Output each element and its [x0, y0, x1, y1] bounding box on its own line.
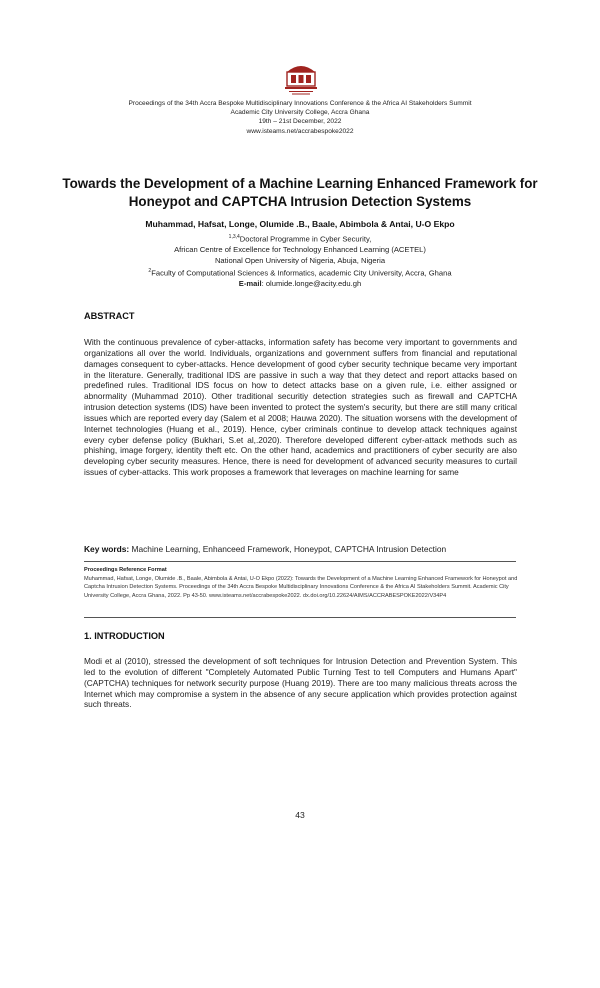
header-line-3: 19th – 21st December, 2022 — [258, 118, 342, 126]
authors: Muhammad, Hafsat, Longe, Olumide .B., Baale, Abimbola & Antai, U-O Ekpo — [145, 219, 455, 229]
header-line-1: Proceedings of the 34th Accra Bespoke Multidisciplinary Innovations Conference & the Africa AI Stakeholders Summit — [128, 100, 472, 107]
affiliations — [0, 232, 600, 290]
affil-line-2: African Centre of Excellence for Technology Enhanced Learning (ACETEL) — [174, 245, 426, 255]
page-number: 43 — [295, 810, 305, 820]
introduction-heading: 1. INTRODUCTION — [84, 631, 165, 641]
header-line-4: www.isteams.net/accrabespoke2022 — [246, 127, 354, 135]
affil-line-4: Faculty of Computational Sciences & Informatics, academic City University, Accra, Ghana — [151, 268, 452, 278]
proceedings-header — [0, 99, 600, 136]
abstract-heading: ABSTRACT — [84, 311, 135, 321]
divider-top — [84, 561, 516, 562]
keywords-label: Key words: — [84, 544, 130, 554]
reference-heading: Proceedings Reference Format — [84, 567, 167, 573]
affil-line-3: National Open University of Nigeria, Abuja, Nigeria — [214, 255, 386, 265]
email-label: E-mail — [238, 279, 262, 289]
email: : olumide.longe@acity.edu.gh — [261, 279, 362, 289]
keywords — [84, 544, 524, 554]
affil-sup-1: 1,3,4 — [228, 234, 240, 240]
divider-bottom — [84, 617, 516, 618]
conference-logo — [279, 60, 323, 96]
keywords-text: Machine Learning, Enhanceed Framework, Honeypot, CAPTCHA Intrusion Detection — [129, 544, 447, 554]
affil-line-1: Doctoral Programme in Cyber Security, — [239, 234, 372, 244]
abstract-text: With the continuous prevalence of cyber-attacks, information safety has become very important to governments and organizations all over the world. Individuals, organizations and government suffers from financial and reputational damages consequent to cyber-attacks. Hence development of good cyber security technique became very important in the literature. Generally, traditional IDS are passive in such a way that they detect and report attacks based on predefined rules. Traditional IDS focus on how to detect attacks base on a given rule, i.e. either assigned or abnormality (Muhammad 2010). Other traditional securitiy detection strategies such as firewall and CAPTCHA intrusion detection systems (IDS) have been invented to protect the system's security, but there are still many critical issues which are reported every day (Salem et al 2008; Hauwa 2020). The situation worsens with the development of Internet technologies (Huang et al., 2019). Hence, cyber criminals continue to develop attack techniques against every cyber defense policy (Bukhari, S.et al,.2020). Therefore developed different cyber-attack methods such as phishing, image forgery, identity theft etc. On the other hand, academics and practitioners of cyber security are also developing cyber security measures. Hence, there is need for development of advanced security measures to curtail issues of cyber-attacks. This work proposes a framework that leverages on machine learning for same — [84, 337, 517, 478]
header-line-2: Academic City University College, Accra Ghana — [230, 109, 370, 117]
introduction-text: Modi et al (2010), stressed the development of soft techniques for Intrusion Detection and Prevention System. This led to the evolution of different "Completely Automated Public Turning Test to tell Computers and Humans Apart" (CAPTCHA) techniques for network security purpose (Huang 2019). There are too many malicious threats across the Internet which may compromise a system in the absence of any secure application which provides protection against such threats. — [84, 656, 517, 710]
reference-text: Muhammad, Hafsat, Longe, Olumide .B., Baale, Abimbola & Antai, U-O Ekpo (2022): Towards the Development of a Machine Learning Enhanced Framework for Honeypot and Captcha Intrusion Detection Systems. Proceedings of the 34th Accra Bespoke Multidisciplinary Innovations Conference & the Africa AI Stakeholders Summit. Academic City University College, Accra Ghana, 2022. Pp 43-50. www.isteams.net/accrabespoke2022. dx.doi.org/10.22624/AIMS/ACCRABESPOKE2022/V34P4 — [84, 576, 518, 599]
affil-sup-2: 2 — [148, 268, 152, 275]
paper-title: Towards the Development of a Machine Learning Enhanced Framework for Honeypot and CAPTCHA Intrusion Detection Systems — [62, 176, 538, 209]
